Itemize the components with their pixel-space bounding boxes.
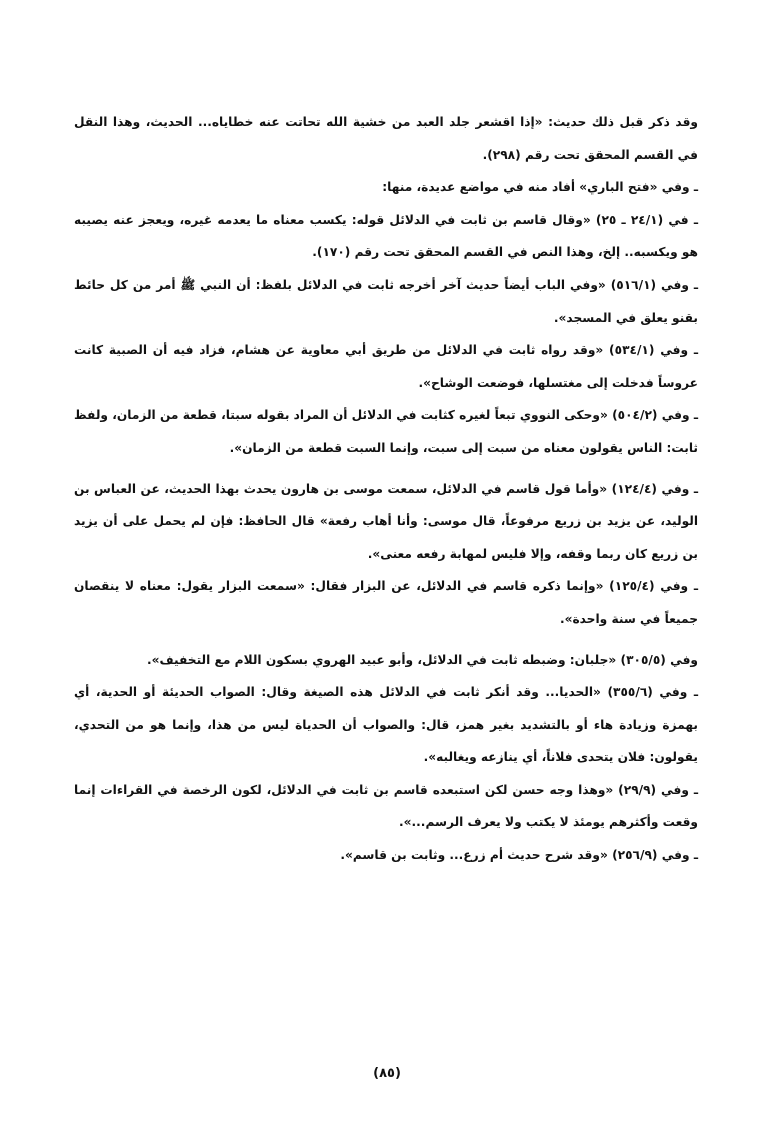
body-text [74, 106, 698, 872]
paragraph-hadith-intro: وقد ذكر قبل ذلك حديث: «إذا اقشعر جلد العبد من خشية الله تحاتت عنه خطاياه... الحديث، وهذا النقل في القسم المحقق تحت رقم (٢٩٨). [74, 115, 698, 162]
paragraph-citation-1: ـ في (٢٤/١ ـ ٢٥) «وقال قاسم بن ثابت في الدلائل قوله: يكسب معناه ما يعدمه غيره، ويعجز عنه يصيبه هو ويكسبه.. إلخ، وهذا النص في القسم المحقق تحت رقم (١٧٠). [74, 212, 698, 260]
paragraph-citation-9: ـ وفي (٢٩/٩) «وهذا وجه حسن لكن استبعده قاسم بن ثابت في الدلائل، لكون الرخصة في القراءات إنما وقعت وأكثرهم يومئذ لا يكتب ولا يعرف الرسم...». [74, 782, 699, 830]
paragraph-fath-albari: ـ وفي «فتح الباري» أفاد منه في مواضع عديدة، منها: [382, 180, 698, 195]
paragraph-citation-2: ـ وفي (٥١٦/١) «وفي الباب أيضاً حديث آخر أخرجه ثابت في الدلائل بلفظ: أن النبي ﷺ أمر من كل حائط بقنو يعلق في المسجد». [74, 277, 699, 325]
paragraph-citation-10: ـ وفي (٢٥٦/٩) «وقد شرح حديث أم زرع... وثابت بن قاسم». [340, 848, 698, 863]
paragraph-citation-8: ـ وفي (٣٥٥/٦) «الحديا... وقد أنكر ثابت في الدلائل هذه الصيغة وقال: الصواب الحديئة أو الحدية، أي بهمزة وزيادة هاء أو بالتشديد بغير همز، قال: والصواب أن الحدياة ليس من هذا، وإنما هو من التحدي، يقولون: فلان يتحدى فلاناً، أي ينازعه ويغالبه». [74, 685, 699, 765]
paragraph-citation-3: ـ وفي (٥٣٤/١) «وقد رواه ثابت في الدلائل من طريق أبي معاوية عن هشام، فزاد فيه أن الصبية كانت عروساً فدخلت إلى مغتسلها، فوضعت الوشاح». [74, 343, 699, 390]
paragraph-citation-6: ـ وفي (١٢٥/٤) «وإنما ذكره قاسم في الدلائل، عن البزار فقال: «سمعت البزار يقول: معناه لا ينقصان جميعاً في سنة واحدة». [74, 579, 698, 626]
paragraph-citation-7: وفي (٣٠٥/٥) «جلبان: وضبطه ثابت في الدلائل، وأبو عبيد الهروي بسكون اللام مع التخفيف». [147, 652, 698, 667]
paragraph-spacer [74, 636, 698, 644]
paragraph-citation-5: ـ وفي (١٢٤/٤) «وأما قول قاسم في الدلائل، سمعت موسى بن هارون يحدث بهذا الحديث، عن العباس بن الوليد، عن يزيد بن زريع مرفوعاً، قال موسى: وأنا أهاب رفعة» قال الحافظ: فإن لم يحمل على أن يزيد بن زريع كان ربما وقفه، وإلا فليس لمهابة رفعه معنى». [74, 481, 698, 561]
paragraph-citation-4: ـ وفي (٥٠٤/٢) «وحكى النووي تبعاً لغيره كثابت في الدلائل أن المراد بقوله سبتا، قطعة من الزمان، ولفظ ثابت: الناس يقولون معناه من سبت إلى سبت، وإنما السبت قطعة من الزمان». [74, 408, 698, 455]
paragraph-spacer [74, 465, 698, 473]
page-number: (٨٥) [373, 1066, 401, 1081]
